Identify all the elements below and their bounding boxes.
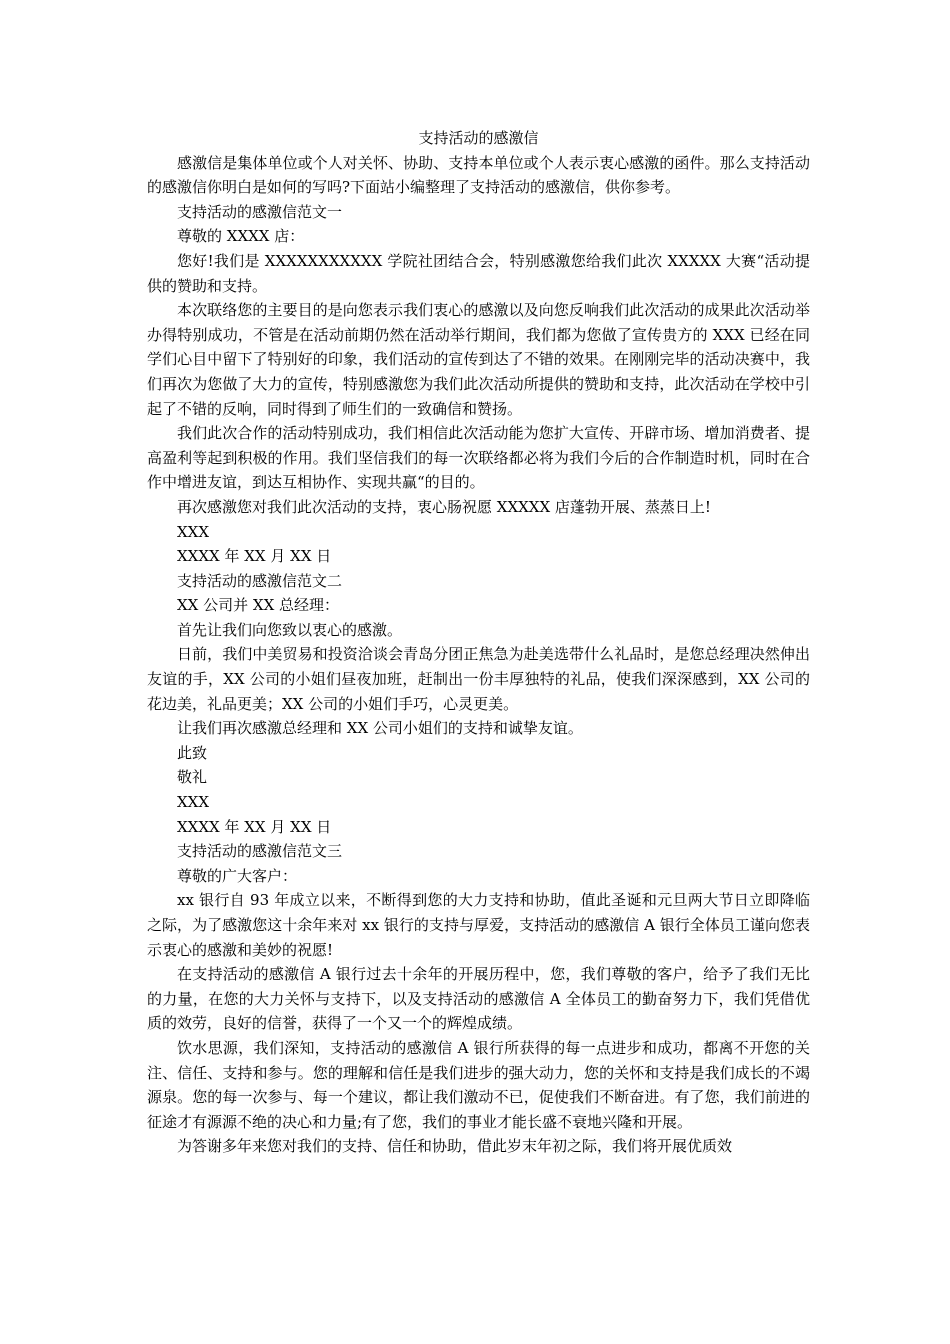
section-heading-2: 支持活动的感激信范文二 xyxy=(177,571,343,590)
signature-1: XXX xyxy=(177,522,210,541)
body-paragraph: 为答谢多年来您对我们的支持、信任和协助，借此岁末年初之际，我们将开展优质效 xyxy=(177,1137,733,1156)
intro-paragraph: 感激信是集体单位或个人对关怀、协助、支持本单位或个人表示衷心感激的函件。那么支持活动的感激信你明白是如何的写吗?下面站小编整理了支持活动的感激信，供你参考。 xyxy=(147,153,810,197)
body-paragraph: 再次感激您对我们此次活动的支持，衷心肠祝愿 XXXXX 店蓬勃开展、蒸蒸日上! xyxy=(177,497,711,516)
body-paragraph: 首先让我们向您致以衷心的感激。 xyxy=(177,620,403,639)
body-paragraph: 我们此次合作的活动特别成功，我们相信此次活动能为您扩大宣传、开辟市场、增加消费者、提高盈利等起到积极的作用。我们坚信我们的每一次联络都必将为我们今后的合作制造时机，同时在合作中增进友谊，到达互相协作、实现共赢“的目的。 xyxy=(147,424,810,492)
salutation-2: XX 公司并 XX 总经理： xyxy=(177,596,340,615)
date-1: XXXX 年 XX 月 XX 日 xyxy=(177,547,332,566)
closing-line: 敬礼 xyxy=(177,768,208,787)
body-paragraph: 本次联络您的主要目的是向您表示我们衷心的感激以及向您反响我们此次活动的成果此次活动举办得特别成功，不管是在活动前期仍然在活动举行期间，我们都为您做了宣传贵方的 XXX 已经在同学们心目中留下了特别好的印象，我们活动的宣传到达了不错的效果。在刚刚完毕的活动决赛中，我们再次为您做了大力的宣传，特别感激您为我们此次活动所提供的赞助和支持，此次活动在学校中引起了不错的反响，同时得到了师生们的一致确信和赞扬。 xyxy=(147,301,810,418)
body-paragraph: 让我们再次感激总经理和 XX 公司小姐们的支持和诚挚友谊。 xyxy=(177,719,583,738)
date-2: XXXX 年 XX 月 XX 日 xyxy=(177,817,332,836)
document-title: 支持活动的感激信 xyxy=(418,129,539,147)
document-page xyxy=(147,126,810,1159)
closing-line: 此致 xyxy=(177,743,208,762)
section-heading-1: 支持活动的感激信范文一 xyxy=(177,202,343,221)
salutation-1: 尊敬的 XXXX 店： xyxy=(177,227,305,246)
body-paragraph: 日前，我们中美贸易和投资洽谈会青岛分团正焦急为赴美选带什么礼品时，是您总经理决然伸出友谊的手，XX 公司的小姐们昼夜加班，赶制出一份丰厚独特的礼品，使我们深深感到，XX 公司的花边美，礼品更美；XX 公司的小姐们手巧，心灵更美。 xyxy=(147,645,810,713)
body-paragraph: 您好!我们是 XXXXXXXXXXX 学院社团结合会，特别感激您给我们此次 XXXXX 大赛“活动提供的赞助和支持。 xyxy=(147,251,810,295)
body-paragraph: 饮水思源，我们深知，支持活动的感激信 A 银行所获得的每一点进步和成功，都离不开您的关注、信任、支持和参与。您的理解和信任是我们进步的强大动力，您的关怀和支持是我们成长的不竭源泉。您的每一次参与、每一个建议，都让我们激动不已，促使我们不断奋进。有了您，我们前进的征途才有源源不绝的决心和力量;有了您，我们的事业才能长盛不衰地兴隆和开展。 xyxy=(147,1038,810,1131)
signature-2: XXX xyxy=(177,793,210,812)
section-heading-3: 支持活动的感激信范文三 xyxy=(177,842,343,861)
salutation-3: 尊敬的广大客户： xyxy=(177,866,298,885)
body-paragraph: 在支持活动的感激信 A 银行过去十余年的开展历程中，您，我们尊敬的客户，给予了我们无比的力量，在您的大力关怀与支持下，以及支持活动的感激信 A 全体员工的勤奋努力下，我们凭借优质的效劳，良好的信誉，获得了一个又一个的辉煌成绩。 xyxy=(147,965,810,1033)
body-paragraph: xx 银行自 93 年成立以来，不断得到您的大力支持和协助，值此圣诞和元旦两大节日立即降临之际，为了感激您这十余年来对 xx 银行的支持与厚爱，支持活动的感激信 A 银行全体员工谨向您表示衷心的感激和美妙的祝愿! xyxy=(147,891,810,959)
